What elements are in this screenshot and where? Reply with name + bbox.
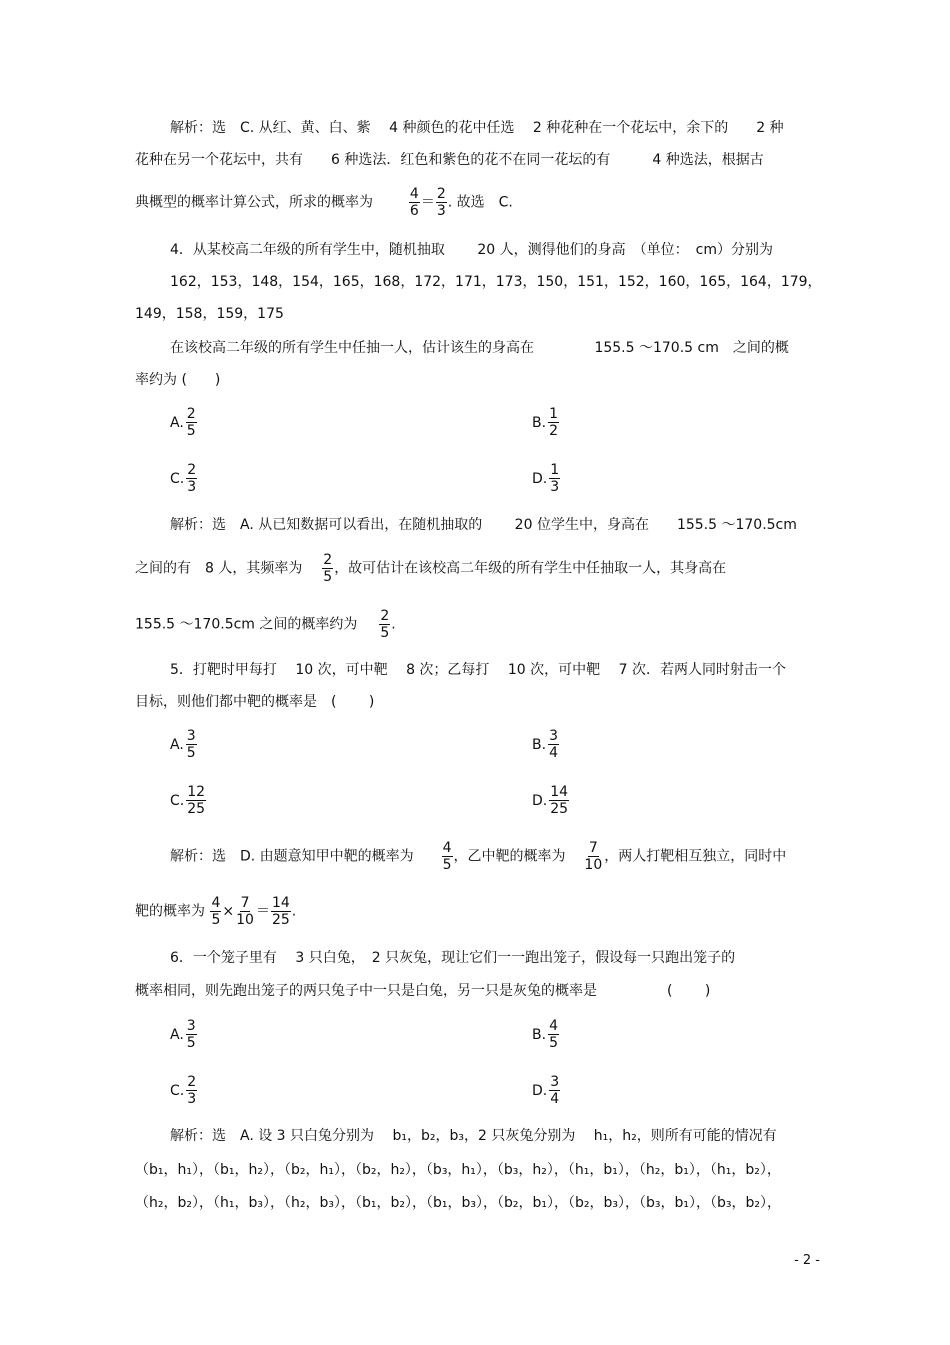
option-label: A.	[170, 736, 184, 753]
q3-fraction-4-6	[409, 186, 420, 219]
option-label: C.	[170, 470, 185, 487]
option-label: D.	[532, 470, 548, 487]
q4-stem-line-1: 4．从某校高二年级的所有学生中，随机抽取 20 人，测得他们的身高 （单位： cm）分别为	[170, 242, 773, 258]
q5-option-c	[170, 784, 207, 817]
q5-fraction-4-5	[442, 840, 453, 873]
q4-stem-line-3: 率约为 ( )	[135, 372, 221, 388]
q5-option-a	[170, 728, 198, 761]
fraction-numerator: 2	[436, 186, 446, 202]
fraction-denominator: 5	[186, 1035, 196, 1051]
option-label: C.	[170, 792, 185, 809]
fraction-denominator: 5	[211, 912, 221, 928]
q4-solution-line-2	[135, 552, 726, 585]
fraction-denominator: 25	[187, 801, 206, 817]
q6-solution-line-3: （h₂，b₂），（h₁，b₃），（h₂，b₃），（b₁，b₂），（b₁，b₃），（b₂，b₁），（b₂，b₃），（b₃，b₁），（b₃，b₂），	[135, 1195, 781, 1211]
q4-solution-text: 155.5 ～170.5cm 之间的概率约为	[135, 616, 358, 633]
q5-option-b	[532, 728, 560, 761]
option-fraction	[186, 406, 197, 439]
q5-fraction-7-10	[235, 895, 255, 928]
fraction-numerator: 4	[409, 186, 419, 202]
q4-option-d	[532, 462, 561, 495]
q5-solution-text: 解析：选 D. 由题意知甲中靶的概率为	[170, 848, 414, 865]
option-label: A.	[170, 1026, 184, 1043]
fraction-numerator: 2	[380, 608, 390, 624]
q3-solution-line-1: 解析：选 C. 从红、黄、白、紫 4 种颜色的花中任选 2 种花种在一个花坛中，余下的 2 种	[170, 120, 784, 136]
fraction-denominator: 5	[549, 1035, 558, 1051]
fraction-numerator: 14	[271, 895, 290, 911]
q3-solution-line-3	[135, 186, 513, 219]
page-number: - 2 -	[794, 1253, 820, 1268]
q4-data-line-1: 162，153，148，154，165，168，172，171，173，150，151，152，160，165，164，179，	[170, 274, 822, 290]
option-fraction	[186, 1074, 197, 1107]
fraction-numerator: 4	[549, 1018, 558, 1034]
q6-solution-line-1: 解析：选 A. 设 3 只白兔分别为 b₁，b₂，b₃，2 只灰兔分别为 h₁，h₂，则所有可能的情况有	[170, 1128, 777, 1144]
fraction-numerator: 3	[186, 728, 196, 744]
q4-option-c	[170, 462, 198, 495]
fraction-numerator: 1	[549, 406, 558, 422]
fraction-denominator: 10	[236, 912, 254, 928]
fraction-denominator: 3	[436, 203, 446, 219]
fraction-denominator: 25	[271, 912, 290, 928]
q3-solution-text: 典概型的概率计算公式，所求的概率为	[135, 194, 373, 211]
q4-solution-fraction-2	[379, 608, 390, 641]
option-fraction	[186, 1018, 197, 1051]
q4-option-b	[532, 406, 560, 439]
fraction-numerator: 4	[211, 895, 221, 911]
q5-solution-line-1	[170, 840, 786, 873]
q4-stem-line-2: 在该校高二年级的所有学生中任抽一人，估计该生的身高在 155.5 ～170.5 cm 之间的概	[170, 340, 789, 356]
fraction-denominator: 3	[187, 479, 197, 495]
option-label: B.	[532, 1026, 547, 1043]
fraction-denominator: 10	[584, 857, 603, 873]
option-fraction	[186, 462, 197, 495]
option-fraction	[548, 728, 559, 761]
period: .	[391, 616, 396, 633]
q5-option-d	[532, 784, 570, 817]
option-fraction	[549, 462, 560, 495]
q4-data-line-2: 149，158，159，175	[135, 306, 284, 322]
q4-solution-text: 之间的有 8 人，其频率为	[135, 560, 303, 577]
q5-solution-line-2	[135, 895, 296, 928]
q3-fraction-2-3	[436, 186, 447, 219]
q4-solution-fraction	[322, 552, 333, 585]
q3-solution-end: . 故选 C.	[447, 194, 513, 211]
q5-fraction-4-5	[210, 895, 221, 928]
fraction-denominator: 4	[550, 1091, 560, 1107]
option-label: D.	[532, 792, 548, 809]
q5-fraction-14-25	[271, 895, 291, 928]
option-label: B.	[532, 736, 547, 753]
fraction-denominator: 5	[442, 857, 452, 873]
q5-fraction-7-10	[583, 840, 603, 873]
fraction-denominator: 5	[186, 745, 196, 761]
fraction-numerator: 2	[187, 1074, 197, 1090]
q3-solution-line-2: 花种在另一个花坛中，共有 6 种选法．红色和紫色的花不在同一花坛的有 4 种选法，根据古	[135, 152, 764, 168]
times-sign: ×	[222, 903, 235, 920]
fraction-denominator: 3	[187, 1091, 197, 1107]
q4-solution-line-3	[135, 608, 396, 641]
fraction-numerator: 3	[549, 728, 558, 744]
period: .	[291, 903, 297, 920]
q4-solution-text-cont: ，故可估计在该校高二年级的所有学生中任抽取一人，其身高在	[334, 560, 727, 577]
fraction-numerator: 2	[323, 552, 333, 568]
fraction-numerator: 1	[550, 462, 560, 478]
q4-solution-line-1: 解析：选 A. 从已知数据可以看出，在随机抽取的 20 位学生中，身高在 155.5 ～170.5cm	[170, 517, 797, 533]
q6-option-c	[170, 1074, 198, 1107]
fraction-numerator: 7	[588, 840, 598, 856]
option-fraction	[186, 784, 206, 817]
q6-option-b	[532, 1018, 560, 1051]
fraction-denominator: 4	[549, 745, 558, 761]
fraction-numerator: 3	[186, 1018, 196, 1034]
q6-solution-line-2: （b₁，h₁），（b₁，h₂），（b₂，h₁），（b₂，h₂），（b₃，h₁），（b₃，h₂），（h₁，b₁），（h₂，b₁），（h₁，b₂），	[135, 1162, 781, 1178]
q5-solution-text-3: ，两人打靶相互独立，同时中	[604, 848, 787, 865]
fraction-numerator: 7	[240, 895, 250, 911]
q5-solution-text-2: ，乙中靶的概率为	[453, 848, 566, 865]
fraction-numerator: 3	[550, 1074, 560, 1090]
equals-sign: ＝	[420, 194, 435, 211]
fraction-numerator: 2	[186, 406, 196, 422]
option-label: A.	[170, 414, 184, 431]
option-label: B.	[532, 414, 547, 431]
option-fraction	[549, 784, 569, 817]
option-fraction	[548, 1018, 559, 1051]
fraction-numerator: 14	[550, 784, 569, 800]
option-fraction	[548, 406, 559, 439]
fraction-denominator: 2	[549, 423, 558, 439]
q6-stem-line-2: 概率相同，则先跑出笼子的两只兔子中一只是白兔，另一只是灰兔的概率是 ( )	[135, 983, 711, 999]
q5-stem-line-1: 5．打靶时甲每打 10 次，可中靶 8 次；乙每打 10 次，可中靶 7 次．若两人同时射击一个	[170, 662, 786, 678]
fraction-numerator: 12	[187, 784, 206, 800]
fraction-denominator: 25	[550, 801, 569, 817]
q5-solution-text: 靶的概率为	[135, 903, 205, 920]
fraction-numerator: 4	[442, 840, 452, 856]
fraction-numerator: 2	[187, 462, 197, 478]
fraction-denominator: 5	[186, 423, 196, 439]
option-label: C.	[170, 1082, 185, 1099]
q6-option-a	[170, 1018, 198, 1051]
fraction-denominator: 5	[323, 569, 333, 585]
option-label: D.	[532, 1082, 548, 1099]
fraction-denominator: 5	[380, 625, 390, 641]
q6-stem-line-1: 6．一个笼子里有 3 只白兔， 2 只灰兔，现让它们一一跑出笼子，假设每一只跑出笼子的	[170, 950, 736, 966]
fraction-denominator: 6	[409, 203, 419, 219]
q4-option-a	[170, 406, 198, 439]
option-fraction	[549, 1074, 560, 1107]
equals-sign: ＝	[255, 903, 270, 920]
fraction-denominator: 3	[550, 479, 560, 495]
q5-stem-line-2: 目标，则他们都中靶的概率是 ( )	[135, 694, 375, 710]
q6-option-d	[532, 1074, 561, 1107]
option-fraction	[186, 728, 197, 761]
